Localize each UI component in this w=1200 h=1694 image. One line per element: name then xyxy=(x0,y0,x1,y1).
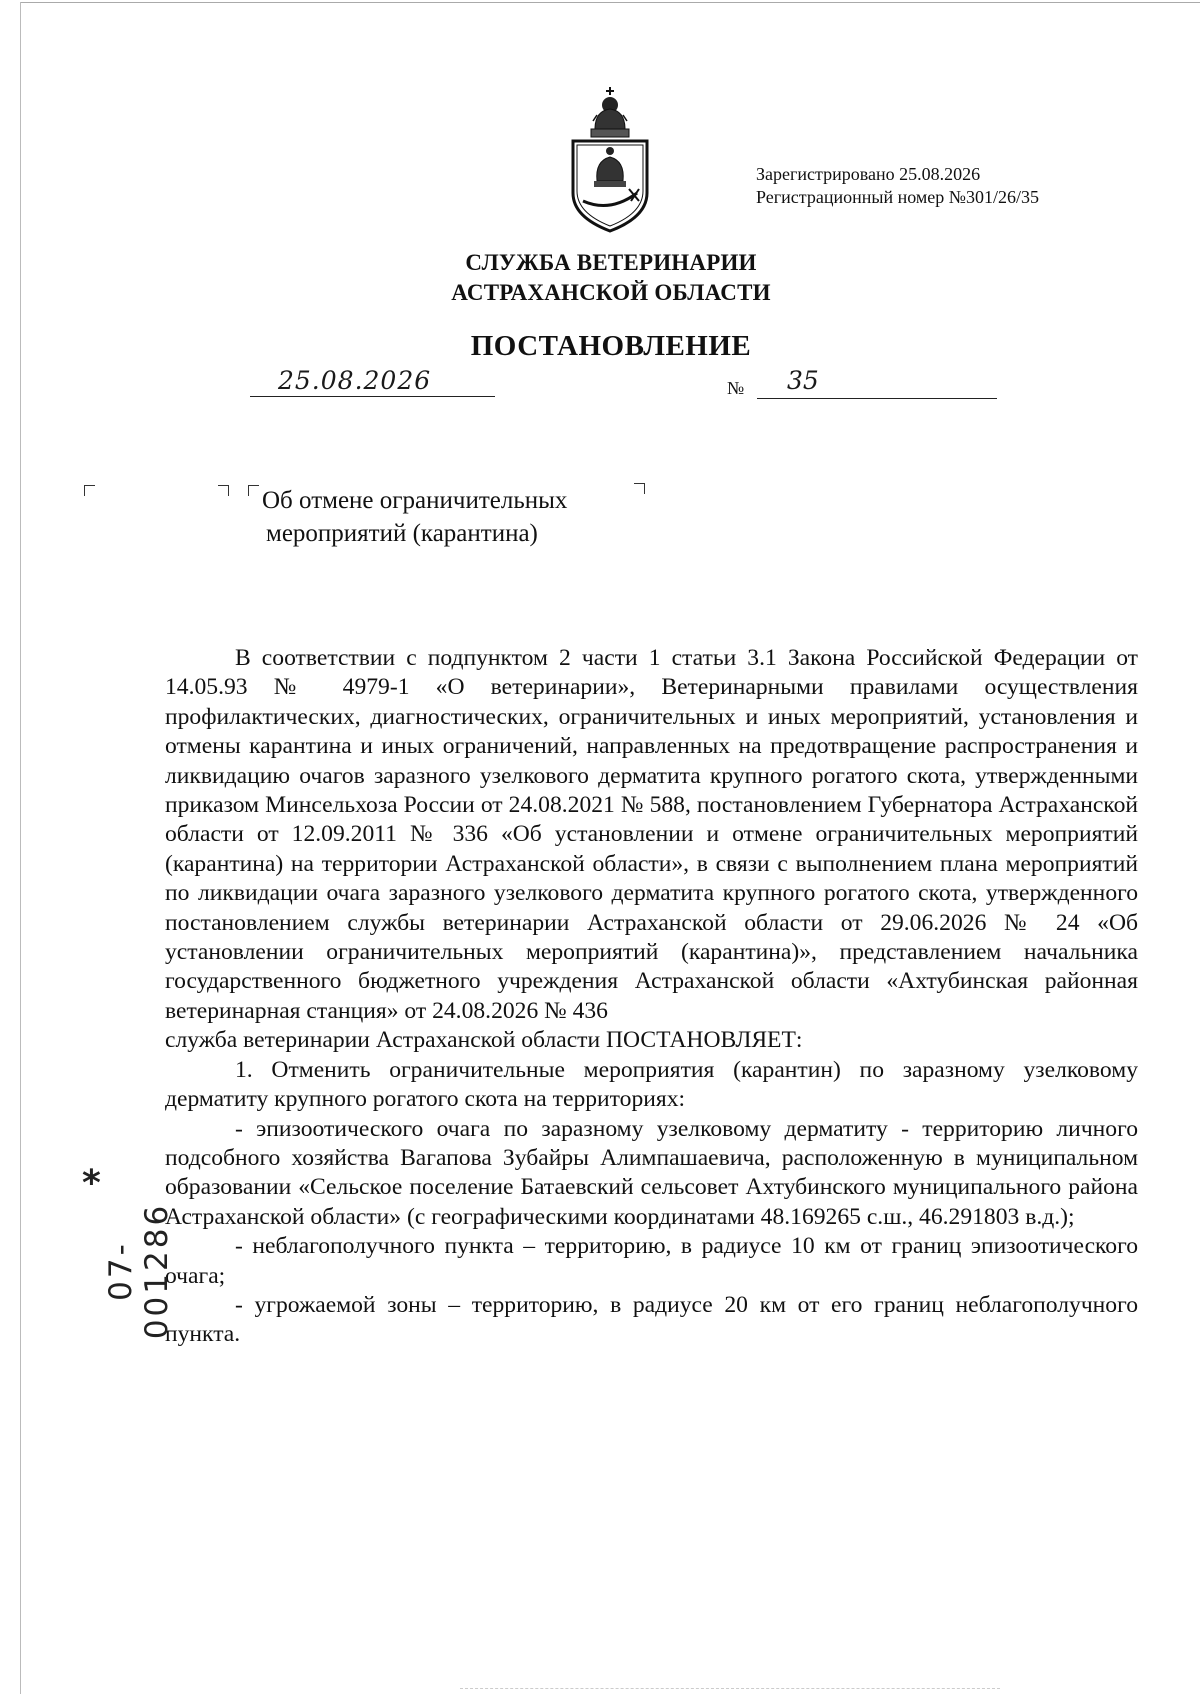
resolves-line: служба ветеринарии Астраханской области ПОСТАНОВЛЯЕТ: xyxy=(165,1027,803,1054)
registration-stamp xyxy=(756,163,1039,209)
sub-item-paragraph: - угрожаемой зоны – территорию, в радиусе 20 км от его границ неблагополучного пункта. xyxy=(165,1291,1138,1348)
number-label: № xyxy=(727,378,745,398)
registration-date: Зарегистрировано 25.08.2026 xyxy=(756,164,981,184)
date-field xyxy=(250,366,495,397)
sub-item-paragraph: - эпизоотического очага по заразному узелковому дерматиту - территорию личного подсобного хозяйства Вагапова Зубайры Алимпашаевича, расположенную в муниципальном образовании «Сельское поселение Батаевский сельсовет Ахтубинского муниципального района Астраханской области» (с географическими координатами 48.169265 с.ш., 46.291803 в.д.); xyxy=(165,1115,1138,1230)
organization-line-1: СЛУЖБА ВЕТЕРИНАРИИ xyxy=(465,250,757,275)
bracket-corner-left xyxy=(84,485,95,496)
sub-item-paragraph: - неблагополучного пункта – территорию, в радиусе 10 км от границ эпизоотического очага; xyxy=(165,1233,1138,1289)
document-type: ПОСТАНОВЛЕНИЕ xyxy=(470,330,752,362)
bracket-corner-right xyxy=(634,483,645,494)
scan-edge-top xyxy=(20,2,1200,3)
handwritten-number: 35 xyxy=(787,366,819,395)
astrakhan-coat-of-arms-icon xyxy=(565,85,655,235)
organization-name xyxy=(0,248,1200,308)
side-registration-number: 07-001286 xyxy=(103,1202,175,1340)
document-subject xyxy=(262,484,567,550)
number-field xyxy=(757,366,997,399)
subject-line-2: мероприятий (карантина) xyxy=(266,520,538,547)
registration-number: Регистрационный номер №301/26/35 xyxy=(756,187,1039,207)
item-1-paragraph: 1. Отменить ограничительные мероприятия (карантин) по заразному узелковому дерматиту крупного рогатого скота на территориях: xyxy=(165,1056,1138,1113)
preamble-paragraph: В соответствии с подпунктом 2 части 1 статьи 3.1 Закона Российской Федерации от 14.05.93 № 4979-1 «О ветеринарии», Ветеринарными правилами осуществления профилактических, диагностических, ограничительных и иных мероприятий, установления и отмены карантина и иных ограничений, направленных на предотвращение распространения и ликвидацию очагов заразного узелкового дерматита крупного рогатого скота, утвержденными приказом Минсельхоза России от 24.08.2021 № 588, постановлением Губернатора Астраханской области от 12.09.2011 № 336 «Об установлении и отмене ограничительных мероприятий (карантина) на территории Астраханской области», в связи с выполнением плана мероприятий по ликвидации очага заразного узелкового дерматита крупного рогатого скота, утвержденного постановлением службы ветеринарии Астраханской области от 29.06.2026 № 24 «Об установлении ограничительных мероприятий (карантина)», представлением начальника государственного бюджетного учреждения Астраханской области «Ахтубинская районная ветеринарная станция» от 24.08.2026 № 436 xyxy=(165,645,1138,1024)
document-body xyxy=(165,644,1138,1350)
side-mark: * xyxy=(82,1163,101,1204)
bracket-corner-left xyxy=(248,485,259,496)
bracket-corner-right xyxy=(218,485,229,496)
organization-line-2: АСТРАХАНСКОЙ ОБЛАСТИ xyxy=(451,280,771,305)
subject-line-1: Об отмене ограничительных xyxy=(262,487,568,514)
handwritten-date: 25.08.2026 xyxy=(278,366,432,395)
scan-edge-bottom xyxy=(460,1688,1000,1689)
